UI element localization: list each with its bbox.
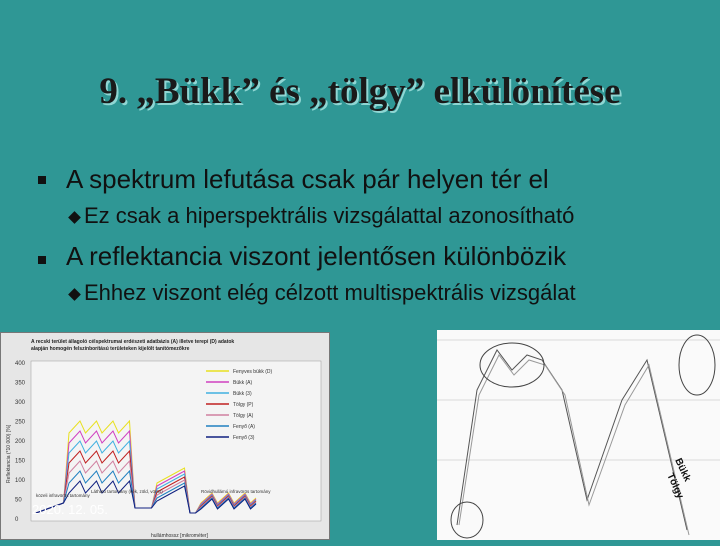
label-bukk: Bükk	[672, 456, 693, 484]
y-axis-label: Reflektancia (*10 000) [%]	[6, 424, 12, 483]
x-axis-label: hullámhossz [mikrométer]	[151, 533, 208, 539]
legend-item: Tölgy (A)	[233, 413, 254, 419]
bullet-diamond-icon	[68, 288, 81, 301]
y-tick-label: 0	[15, 517, 19, 523]
bullet-square-icon	[38, 176, 46, 184]
legend-item: Bükk (A)	[233, 380, 253, 386]
chart-title: A recski terület állagoló célspektrumai erdészeti adatbázis (A) illetve terepi (D) adatok	[31, 339, 235, 345]
y-tick-label: 200	[15, 439, 26, 445]
legend-item: Fenyő (3)	[233, 435, 255, 441]
annotation-swir: Rövidhullámú infravörös tartomány	[201, 489, 271, 494]
sub-bullet-2: Ehhez viszont elég célzott multispektrális vizsgálat	[84, 280, 576, 305]
slide-title: 9. „Bükk” és „tölgy” elkülönítése	[99, 71, 621, 112]
legend-item: Tölgy (P)	[233, 402, 254, 408]
plot-line-a	[457, 350, 687, 530]
label-tolgy: Tölgy	[664, 471, 686, 501]
y-tick-label: 250	[15, 419, 26, 426]
bullet-diamond-icon	[68, 211, 81, 224]
bullet-1: A spektrum lefutása csak pár helyen tér el	[66, 164, 549, 194]
legend-item: Fenyő (A)	[233, 424, 255, 430]
annotation-nir: közeli infravörös tartomány	[36, 493, 90, 498]
bullet-square-icon	[38, 256, 46, 264]
annotation-visible: Látható tartomány (kék, zöld, vörös)	[91, 489, 163, 494]
legend-item: Fenyves bükk (D)	[233, 369, 273, 375]
bullet-2: A reflektancia viszont jelentősen különbözik	[66, 241, 567, 271]
sub-bullet-1: Ez csak a hiperspektrális vizsgálattal azonosítható	[84, 203, 575, 228]
y-tick-label: 400	[15, 361, 26, 367]
circle-mark	[679, 335, 715, 395]
y-tick-label: 300	[15, 400, 26, 406]
chart-title-2: alapján homogén felszínborítású területeken kijelölt tanítómezőkre	[31, 346, 190, 352]
reflectance-plot	[437, 330, 720, 540]
y-tick-label: 100	[15, 478, 26, 484]
circle-mark	[451, 502, 483, 538]
slide-date: 2020. 12. 05.	[32, 502, 108, 517]
legend-item: Bükk (3)	[233, 391, 252, 397]
y-tick-label: 350	[15, 380, 26, 387]
y-tick-label: 150	[15, 458, 26, 465]
y-tick-label: 50	[15, 497, 22, 504]
